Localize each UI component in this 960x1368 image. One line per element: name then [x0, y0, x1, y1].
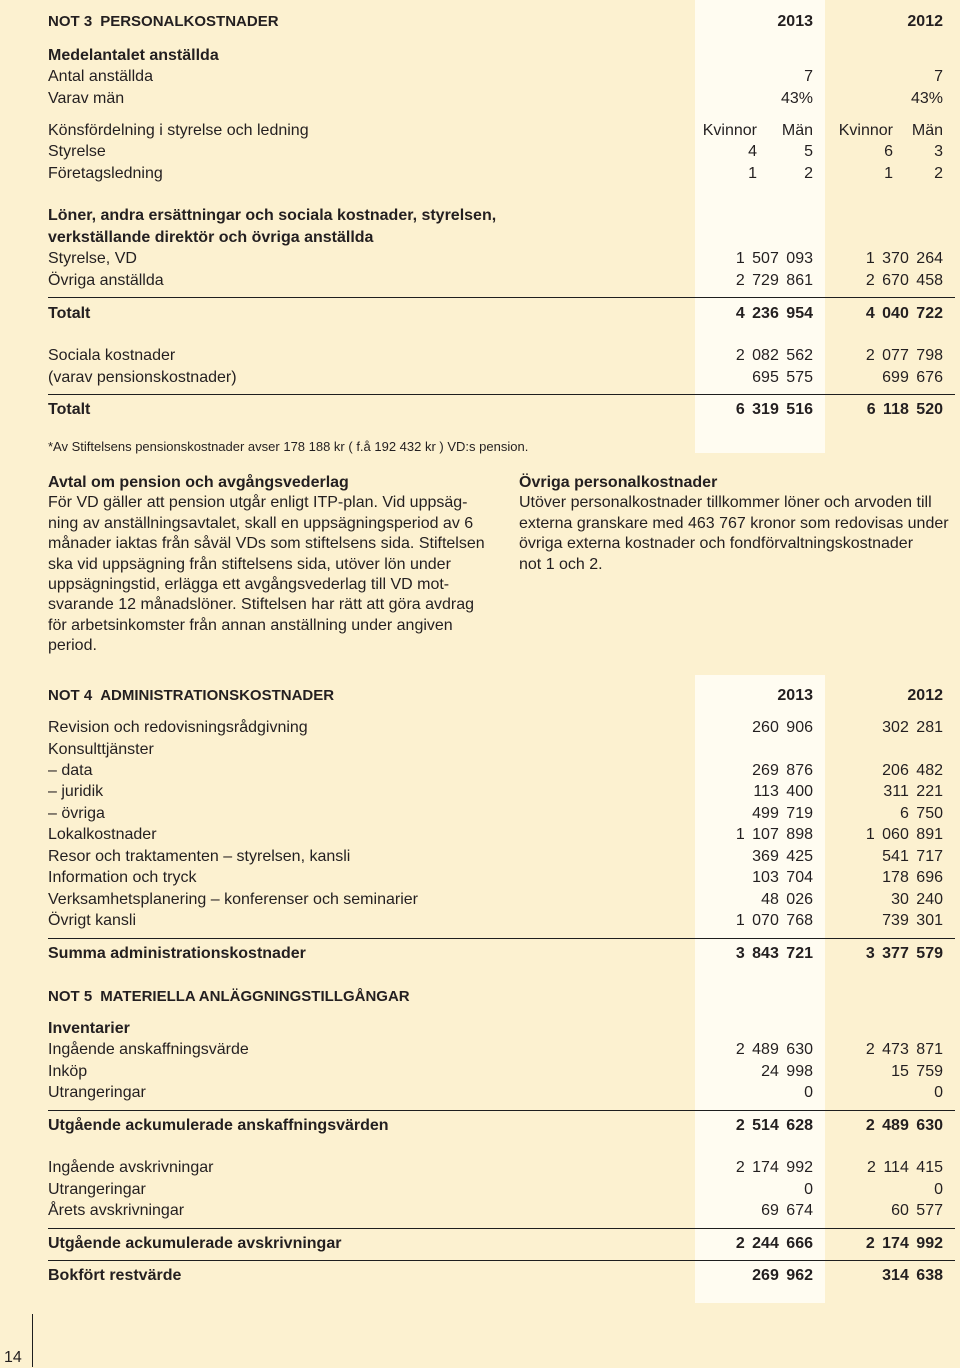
- men-2012: 3: [934, 143, 943, 160]
- value-2012: 2 473 871: [865, 1041, 943, 1058]
- value-2012: 60 577: [891, 1202, 943, 1219]
- table-row: [48, 1039, 943, 1060]
- value-2012: 1 060 891: [865, 826, 943, 843]
- table-row: [48, 1179, 943, 1200]
- value-2013: 69 674: [761, 1202, 813, 1219]
- note5-header: [48, 986, 943, 1007]
- table-row: [48, 1157, 943, 1178]
- margin-rule: [32, 1314, 33, 1367]
- book-value-label: Bokfört restvärde: [48, 1267, 182, 1284]
- row-label: Resor och traktamenten – styrelsen, kansli: [48, 848, 351, 865]
- row-label: Övrigt kansli: [48, 912, 137, 929]
- note4-title: ADMINISTRATIONSKOSTNADER: [100, 687, 335, 704]
- total-label: Utgående ackumulerade anskaffningsvärden: [48, 1117, 389, 1134]
- row-label: Årets avskrivningar: [48, 1202, 185, 1219]
- paragraph-line: not 1 och 2.: [519, 555, 603, 573]
- value-2013: 0: [804, 1181, 813, 1198]
- value-2013: 24 998: [761, 1063, 813, 1080]
- row-label: Information och tryck: [48, 869, 197, 886]
- table-row: [48, 141, 943, 162]
- value-2013: 369 425: [752, 848, 813, 865]
- divider: [48, 938, 955, 939]
- table-row: [48, 248, 943, 269]
- row-label: Varav män: [48, 90, 125, 107]
- women-2013: 4: [748, 143, 757, 160]
- footnote: *Av Stiftelsens pensionskostnader avser 178 188 kr ( f.å 192 432 kr ) VD:s pension.: [48, 439, 529, 454]
- women-2012: 1: [884, 165, 893, 182]
- value-2012: 699 676: [882, 369, 943, 386]
- note5-title: MATERIELLA ANLÄGGNINGSTILLGÅNGAR: [100, 988, 410, 1005]
- table-row: [48, 270, 943, 291]
- note5-number: NOT 5: [48, 988, 93, 1005]
- value-2013: 2 174 992: [735, 1159, 813, 1176]
- row-label: (varav pensionskostnader): [48, 369, 237, 386]
- row-label: Ingående anskaffningsvärde: [48, 1041, 249, 1058]
- paragraph-line: externa granskare med 463 767 kronor som redovisas under: [519, 514, 949, 532]
- total-2013: 6 319 516: [735, 401, 813, 418]
- value-2012: 302 281: [882, 719, 943, 736]
- total-2012: 2 174 992: [865, 1235, 943, 1252]
- table-row: [48, 803, 943, 824]
- value-2013: 260 906: [752, 719, 813, 736]
- employees-heading: Medelantalet anställda: [48, 47, 219, 64]
- value-2012: 311 221: [883, 783, 943, 800]
- value-2013: 113 400: [753, 783, 813, 800]
- note3-number: NOT 3: [48, 13, 93, 30]
- value-2013: 0: [804, 1084, 813, 1101]
- divider: [48, 297, 955, 298]
- value-2012: 541 717: [882, 848, 943, 865]
- column-header-women-2012: Kvinnor: [838, 122, 893, 139]
- table-row: [48, 163, 943, 184]
- table-row: [48, 1082, 943, 1103]
- total-2012: 3 377 579: [865, 945, 943, 962]
- value-2012: 739 301: [882, 912, 943, 929]
- row-label: Antal anställda: [48, 68, 153, 85]
- table-row: [48, 889, 943, 910]
- paragraph-line: månader iaktas från såväl VDs som stiftelsens sida. Stiftelsen: [48, 535, 485, 553]
- value-2012: 178 696: [882, 869, 943, 886]
- women-2013: 1: [748, 165, 757, 182]
- note3-header: [48, 11, 943, 32]
- men-2013: 2: [804, 165, 813, 182]
- row-label: Inköp: [48, 1063, 88, 1080]
- table-row: [48, 66, 943, 87]
- total-label: Totalt: [48, 401, 91, 418]
- total-row: [48, 943, 943, 964]
- book-value-2013: 269 962: [752, 1267, 813, 1284]
- value-2013: 1 507 093: [735, 250, 813, 267]
- note4-heading: [48, 685, 334, 706]
- paragraph-line: ning av anställningsavtalet, skall en uppsägningsperiod av 6: [48, 514, 474, 532]
- value-2012: 0: [934, 1084, 943, 1101]
- inventory-heading-row: [48, 1018, 943, 1039]
- note4-number: NOT 4: [48, 687, 93, 704]
- value-2013: 2 729 861: [735, 272, 813, 289]
- value-2012: 2 114 415: [867, 1159, 943, 1176]
- other-costs-text-block: [519, 473, 949, 575]
- total-2013: 4 236 954: [735, 305, 813, 322]
- note3-heading: [48, 11, 279, 32]
- divider: [48, 1110, 955, 1111]
- book-value-2012: 314 638: [882, 1267, 943, 1284]
- total-2012: 2 489 630: [865, 1117, 943, 1134]
- total-row: [48, 399, 943, 420]
- value-2013: 2 489 630: [735, 1041, 813, 1058]
- gender-heading: Könsfördelning i styrelse och ledning: [48, 122, 309, 139]
- page-number: 14: [4, 1349, 22, 1366]
- table-row: [48, 846, 943, 867]
- paragraph-line: för arbetsinkomster från annan anställning under angiven: [48, 616, 453, 634]
- paragraph-line: svarande 12 månadslöner. Stiftelsen har rätt att göra avdrag: [48, 596, 475, 614]
- table-row: [48, 1200, 943, 1221]
- salaries-heading-line-2: verkställande direktör och övriga anställda: [48, 229, 374, 246]
- row-label: – data: [48, 762, 93, 779]
- value-2012: 206 482: [882, 762, 943, 779]
- total-row: [48, 1233, 943, 1254]
- divider: [48, 394, 955, 395]
- men-2013: 5: [804, 143, 813, 160]
- row-label: Företagsledning: [48, 165, 163, 182]
- total-row: [48, 1115, 943, 1136]
- paragraph-line: Utöver personalkostnader tillkommer löner och arvoden till: [519, 494, 932, 512]
- total-2012: 4 040 722: [865, 305, 943, 322]
- divider: [48, 1260, 955, 1261]
- table-row: [48, 345, 943, 366]
- row-label: Konsulttjänster: [48, 741, 154, 758]
- value-2012: 1 370 264: [865, 250, 943, 267]
- value-2012: 30 240: [891, 891, 943, 908]
- value-2013: 1 107 898: [735, 826, 813, 843]
- total-2013: 2 514 628: [735, 1117, 813, 1134]
- table-row: [48, 739, 943, 760]
- paragraph-line: övriga externa kostnader och fondförvaltningskostnader: [519, 535, 914, 553]
- note4-year-2012: 2012: [907, 687, 943, 704]
- pension-heading: Avtal om pension och avgångsvederlag: [48, 474, 349, 491]
- salaries-heading-row: [48, 205, 943, 226]
- value-2012: 7: [934, 68, 943, 85]
- table-row: [48, 781, 943, 802]
- note4-year-2013: 2013: [777, 687, 813, 704]
- value-2012: 2 077 798: [865, 347, 943, 364]
- value-2013: 269 876: [752, 762, 813, 779]
- value-2012: 2 670 458: [865, 272, 943, 289]
- employees-heading-row: [48, 45, 943, 66]
- total-2013: 3 843 721: [735, 945, 813, 962]
- row-label: Revision och redovisningsrådgivning: [48, 719, 308, 736]
- value-2013: 7: [804, 68, 813, 85]
- note3-title: PERSONALKOSTNADER: [100, 13, 279, 30]
- value-2013: 48 026: [761, 891, 813, 908]
- row-label: Styrelse, VD: [48, 250, 137, 267]
- value-2013: 43%: [780, 90, 813, 107]
- total-2012: 6 118 520: [866, 401, 943, 418]
- table-row: [48, 867, 943, 888]
- row-label: Sociala kostnader: [48, 347, 176, 364]
- value-2012: 6 750: [899, 805, 943, 822]
- paragraph-line: För VD gäller att pension utgår enligt ITP-plan. Vid uppsäg-: [48, 494, 468, 512]
- paragraph-line: period.: [48, 637, 97, 655]
- inventory-heading: Inventarier: [48, 1020, 130, 1037]
- note3-year-2012: 2012: [907, 13, 943, 30]
- value-2013: 2 082 562: [735, 347, 813, 364]
- column-header-women-2013: Kvinnor: [702, 122, 757, 139]
- total-row: [48, 303, 943, 324]
- pension-text-block: [48, 473, 485, 657]
- book-value-row: [48, 1265, 943, 1286]
- table-row: [48, 717, 943, 738]
- total-2013: 2 244 666: [735, 1235, 813, 1252]
- value-2013: 499 719: [752, 805, 813, 822]
- note5-heading: [48, 986, 410, 1007]
- table-row: [48, 824, 943, 845]
- women-2012: 6: [884, 143, 893, 160]
- salaries-heading-line-1: Löner, andra ersättningar och sociala kostnader, styrelsen,: [48, 207, 497, 224]
- column-header-men-2012: Män: [911, 122, 943, 139]
- row-label: Ingående avskrivningar: [48, 1159, 214, 1176]
- row-label: Styrelse: [48, 143, 106, 160]
- row-label: Verksamhetsplanering – konferenser och seminarier: [48, 891, 418, 908]
- value-2013: 103 704: [752, 869, 813, 886]
- row-label: Lokalkostnader: [48, 826, 157, 843]
- men-2012: 2: [934, 165, 943, 182]
- salaries-heading-row: [48, 227, 943, 248]
- row-label: – juridik: [48, 783, 104, 800]
- row-label: Utrangeringar: [48, 1084, 146, 1101]
- table-row: [48, 760, 943, 781]
- value-2012: 15 759: [891, 1063, 943, 1080]
- row-label: – övriga: [48, 805, 105, 822]
- other-costs-heading: Övriga personalkostnader: [519, 474, 718, 491]
- table-row: [48, 1061, 943, 1082]
- divider: [48, 1228, 955, 1229]
- table-row: [48, 910, 943, 931]
- value-2013: 1 070 768: [735, 912, 813, 929]
- paragraph-line: uppsägningstid, erlägga ett avgångsvederlag till VD mot-: [48, 576, 450, 594]
- note4-header: [48, 685, 943, 706]
- column-header-men-2013: Män: [781, 122, 813, 139]
- table-row: [48, 88, 943, 109]
- total-label: Totalt: [48, 305, 91, 322]
- paragraph-line: ska vid uppsägning från stiftelsens sida, utöver lön under: [48, 555, 451, 573]
- row-label: Utrangeringar: [48, 1181, 146, 1198]
- total-label: Summa administrationskostnader: [48, 945, 306, 962]
- value-2013: 695 575: [752, 369, 813, 386]
- table-row: [48, 367, 943, 388]
- total-label: Utgående ackumulerade avskrivningar: [48, 1235, 342, 1252]
- value-2012: 0: [934, 1181, 943, 1198]
- gender-header-row: [48, 120, 943, 141]
- value-2012: 43%: [910, 90, 943, 107]
- row-label: Övriga anställda: [48, 272, 164, 289]
- note3-year-2013: 2013: [777, 13, 813, 30]
